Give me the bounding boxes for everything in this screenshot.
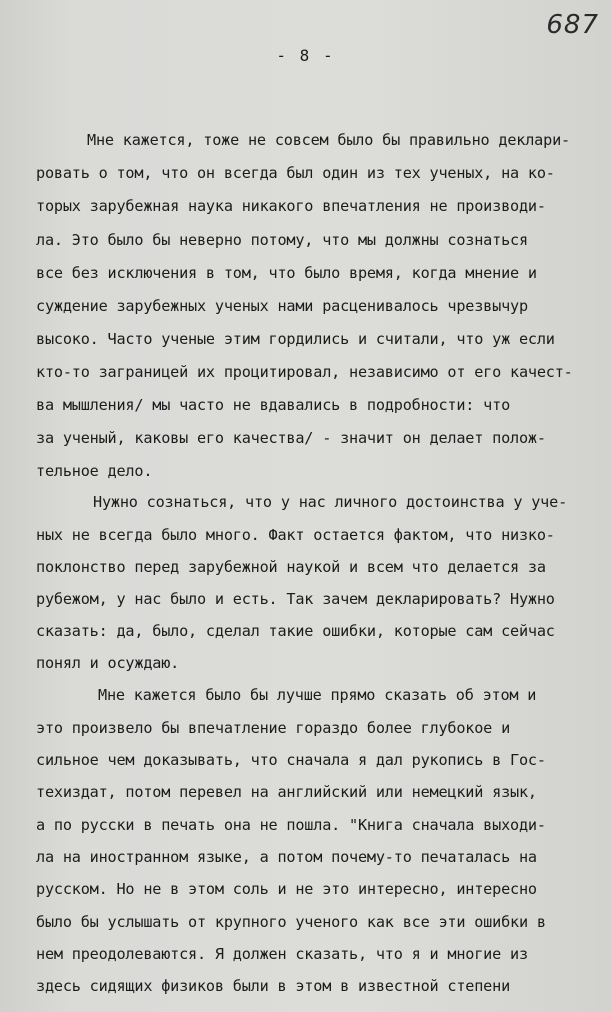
text-line: было бы услышать от крупного ученого как все эти ошибки в bbox=[36, 913, 546, 931]
text-line: рубежом, у нас было и есть. Так зачем декларировать? Нужно bbox=[36, 590, 555, 608]
text-line: высоко. Часто ученые этим гордились и считали, что уж если bbox=[36, 330, 555, 348]
text-line: все без исключения в том, что было время, когда мнение и bbox=[36, 264, 537, 282]
text-line: торых зарубежная наука никакого впечатления не производи- bbox=[36, 197, 546, 215]
text-line: кто-то заграницей их процитировал, независимо от его качест- bbox=[36, 363, 573, 381]
text-line: сильное чем доказывать, что сначала я дал рукопись в Гос- bbox=[36, 751, 546, 769]
text-line: поклонство перед зарубежной наукой и всем что делается за bbox=[36, 558, 546, 576]
text-line: это произвело бы впечатление гораздо более глубокое и bbox=[36, 719, 511, 737]
text-line: ва мышления/ мы часто не вдавались в подробности: что bbox=[36, 396, 511, 414]
text-line: ровать о том, что он всегда был один из тех ученых, на ко- bbox=[36, 164, 555, 182]
text-line: нем преодолеваются. Я должен сказать, что я и многие из bbox=[36, 945, 528, 963]
text-line: Мне кажется было бы лучше прямо сказать об этом и bbox=[98, 686, 537, 704]
text-line: за ученый, каковы его качества/ - значит он делает полож- bbox=[36, 429, 546, 447]
text-line: Мне кажется, тоже не совсем было бы правильно деклари- bbox=[87, 131, 570, 149]
text-line: русском. Но не в этом соль и не это интересно, интересно bbox=[36, 880, 537, 898]
text-line: ла. Это было бы неверно потому, что мы должны сознаться bbox=[36, 231, 528, 249]
text-line: ла на иностранном языке, а потом почему-то печаталась на bbox=[36, 848, 537, 866]
text-line: сказать: да, было, сделал такие ошибки, которые сам сейчас bbox=[36, 622, 555, 640]
text-line: понял и осуждаю. bbox=[36, 654, 180, 672]
archive-page-number: 687 bbox=[546, 10, 599, 40]
text-line: суждение зарубежных ученых нами расценивалось чрезвычур bbox=[36, 297, 528, 315]
text-line: здесь сидящих физиков были в этом в известной степени bbox=[36, 977, 511, 995]
text-line: а по русски в печать она не пошла. "Книга сначала выходи- bbox=[36, 816, 546, 834]
text-line: ных не всегда было много. Факт остается фактом, что низко- bbox=[36, 526, 555, 544]
text-line: тельное дело. bbox=[36, 462, 153, 480]
text-line: техиздат, потом перевел на английский или немецкий язык, bbox=[36, 783, 537, 801]
page-number: - 8 - bbox=[276, 46, 335, 65]
text-line: Нужно сознаться, что у нас личного достоинства у уче- bbox=[93, 493, 568, 511]
